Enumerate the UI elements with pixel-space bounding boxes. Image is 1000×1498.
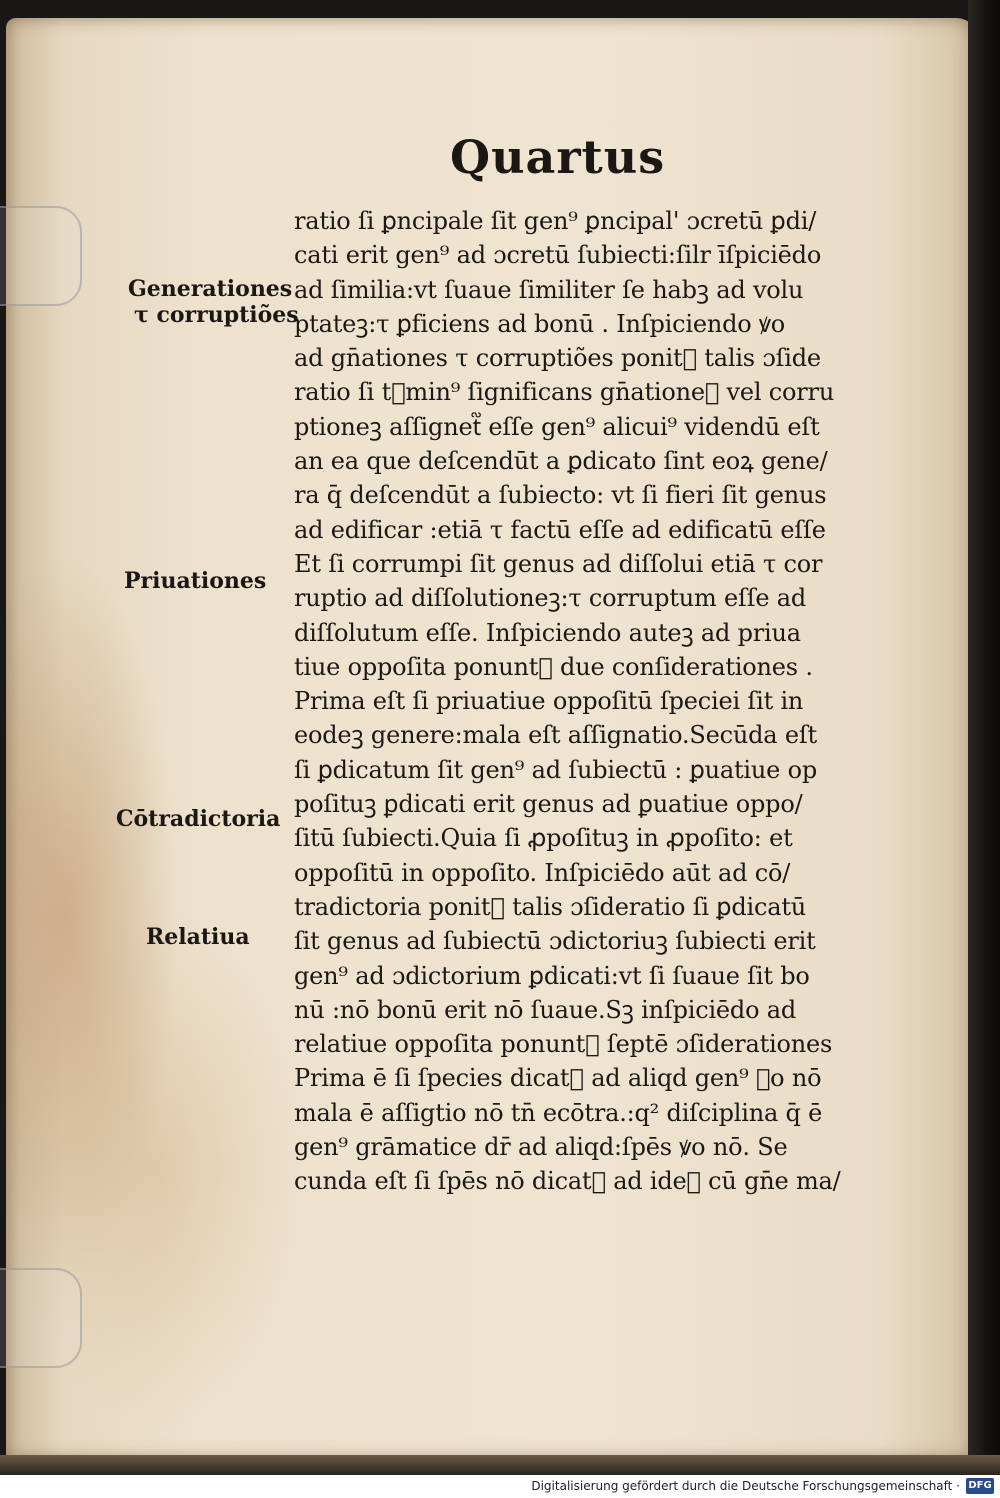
text-line: tiue oppoſita ponunt᷑ due conſiderationes . [294,652,813,681]
page-clip-top [0,206,82,306]
text-line: ratio ſi t᷑min⁹ ſignificans gn̄ationeꝫ vel corru [294,378,835,407]
book-page [6,18,978,1458]
margin-note-cotradictoria: Cōtradictoria [116,806,281,832]
text-line: ra q̄ deſcendūt a ſubiecto: vt ſi fieri ſit genus [294,481,827,510]
text-line: relatiue oppoſita ponunt᷑ ſeptē ɔſiderationes [294,1030,833,1059]
text-line: oppoſitū in oppoſito. Inſpiciēdo aūt ad cō/ [294,858,791,887]
text-line: ptateꝫ:τ ꝑficiens ad bonū . Inſpiciendo ꝟo [294,309,786,338]
text-line: ſit genus ad ſubiectū ɔdictoriuꝫ ſubiecti erit [294,927,816,956]
text-line: tradictoria ponit᷑ talis ɔſideratio ſi ꝑdicatū [294,892,807,921]
footer-bar [0,1475,1000,1498]
book-edge [968,0,1000,1475]
text-line: ptioneꝫ aſſignet᷑ eſſe gen⁹ alicui⁹ videndū eſt [294,412,820,441]
margin-note-corruptiones: τ corruptiões [134,302,299,328]
text-line: gen⁹ ad ɔdictorium ꝑdicati:vt ſi ſuaue ſit bo [294,961,810,990]
text-line: eodeꝫ genere:mala eſt aſſignatio.Secūda eſt [294,721,817,750]
text-line: diſſolutum eſſe. Inſpiciendo auteꝫ ad priua [294,618,801,647]
text-line: mala ē aſſigtio nō tn̄ ecōtra.:q² diſciplina q̄ ē [294,1098,823,1127]
text-line: cunda eſt ſi ſpēs nō dicat᷑ ad ideꝫ cū gn̄e ma/ [294,1167,841,1196]
text-line: gen⁹ grāmatice dr̄ ad aliqd:ſpēs ꝟo nō. Se [294,1133,788,1162]
text-line: cati erit gen⁹ ad ɔcretū ſubiecti:ſilr īſpiciēdo [294,241,822,270]
text-line: ſitū ſubiecti.Quia ſi ꝓpoſituꝫ in ꝓpoſito: et [294,824,793,853]
text-line: ad edificar :etiā τ factū eſſe ad edificatū eſſe [294,515,826,544]
text-line: Prima ē ſi ſpecies dicat᷑ ad aliqd gen⁹ ꝟo nō [294,1064,822,1093]
margin-note-relatiua: Relatiua [146,924,250,950]
margin-note-generationes: Generationes [128,276,293,302]
text-line: ratio ſi ꝑncipale ſit gen⁹ ꝑncipal' ɔcretū ꝑdi/ [294,207,817,235]
text-line: ad ſimilia:vt ſuaue ſimiliter ſe habꝫ ad volu [294,275,804,304]
text-line: poſituꝫ ꝑdicati erit genus ad ꝑuatiue oppo/ [294,790,803,819]
page-heading: Quartus [450,130,666,184]
body-text [294,204,890,1199]
text-line: Et ſi corrumpi ſit genus ad diſſolui etiā τ cor [294,549,823,578]
margin-note-priuationes: Priuationes [124,568,267,594]
text-line: ad gn̄ationes τ corruptiões ponit᷑ talis ɔſide [294,344,821,373]
page-bottom-edge [0,1455,1000,1475]
text-line: ſi ꝑdicatum ſit gen⁹ ad ſubiectū : ꝑuatiue op [294,755,817,784]
page-clip-bottom [0,1268,82,1368]
text-line: an ea que deſcendūt a ꝑdicato ſint eoꝝ gene/ [294,447,828,476]
text-line: ruptio ad diſſolutioneꝫ:τ corruptum eſſe ad [294,584,807,613]
text-line: Prima eſt ſi priuatiue oppoſitū ſpeciei ſit in [294,687,804,716]
dfg-logo: DFG [966,1478,994,1494]
funding-credit: Digitalisierung gefördert durch die Deutsche Forschungsgemeinschaft · [531,1479,960,1493]
text-line: nū :nō bonū erit nō ſuaue.Sꝫ inſpiciēdo ad [294,995,797,1024]
